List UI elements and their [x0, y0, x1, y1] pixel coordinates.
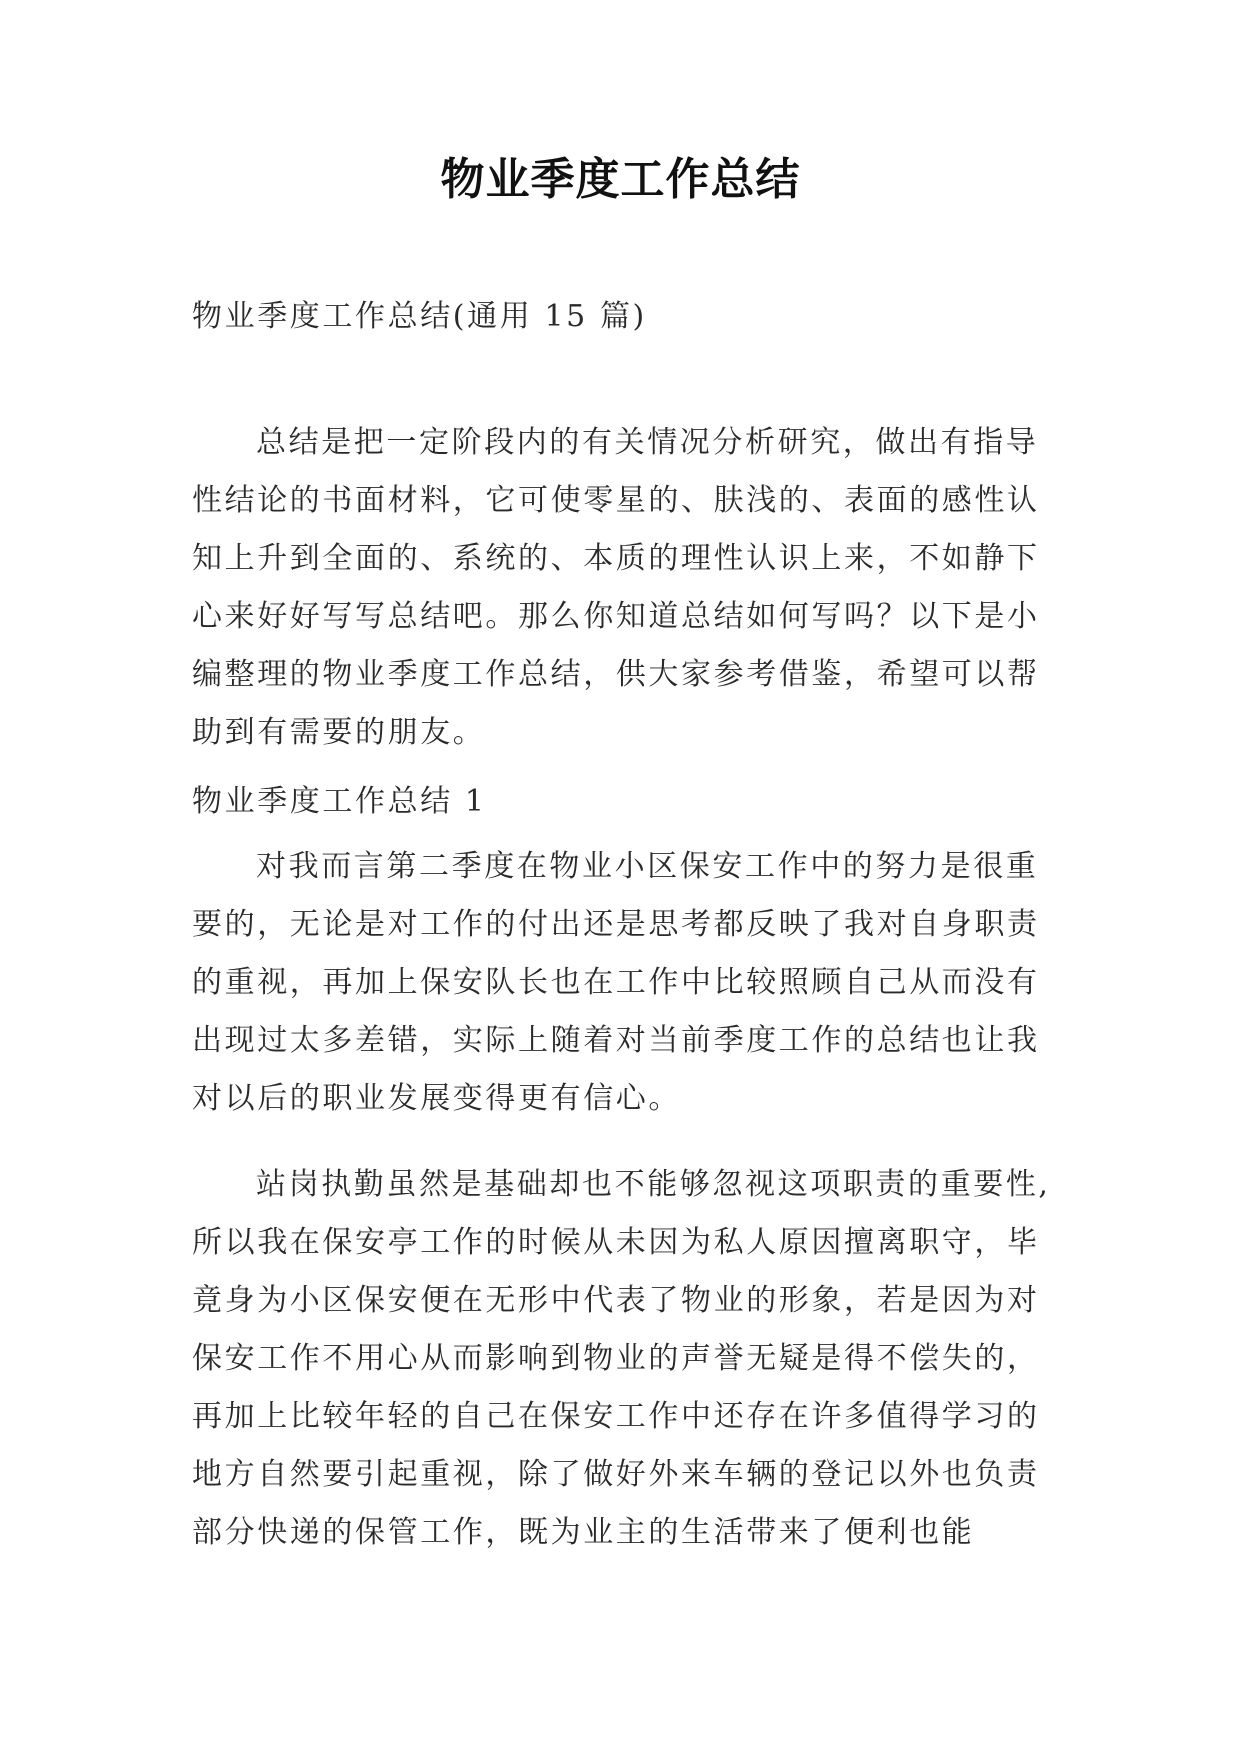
body-paragraph-1: 对我而言第二季度在物业小区保安工作中的努力是很重要的，无论是对工作的付出还是思考都反映了我对自身职责的重视，再加上保安队长也在工作中比较照顾自己从而没有出现过太多差错，实际上随着对当前季度工作的总结也让我对以后的职业发展变得更有信心。 — [192, 849, 1040, 1116]
document-subtitle: 物业季度工作总结(通用 15 篇) — [192, 299, 647, 334]
body-paragraph-2: 站岗执勤虽然是基础却也不能够忽视这项职责的重要性,所以我在保安亭工作的时候从未因为私人原因擅离职守，毕竟身为小区保安便在无形中代表了物业的形象，若是因为对保安工作不用心从而影响到物业的声誉无疑是得不偿失的，再加上比较年轻的自己在保安工作中还存在许多值得学习的地方自然要引起重视，除了做好外来车辆的登记以外也负责部分快递的保管工作，既为业主的生活带来了便利也能 — [192, 1167, 1051, 1550]
document-title: 物业季度工作总结 — [440, 154, 801, 205]
section-heading: 物业季度工作总结 1 — [192, 784, 487, 819]
intro-paragraph: 总结是把一定阶段内的有关情况分析研究，做出有指导性结论的书面材料，它可使零星的、肤浅的、表面的感性认知上升到全面的、系统的、本质的理性认识上来，不如静下心来好好写写总结吧。那么你知道总结如何写吗？以下是小编整理的物业季度工作总结，供大家参考借鉴，希望可以帮助到有需要的朋友。 — [192, 425, 1040, 750]
